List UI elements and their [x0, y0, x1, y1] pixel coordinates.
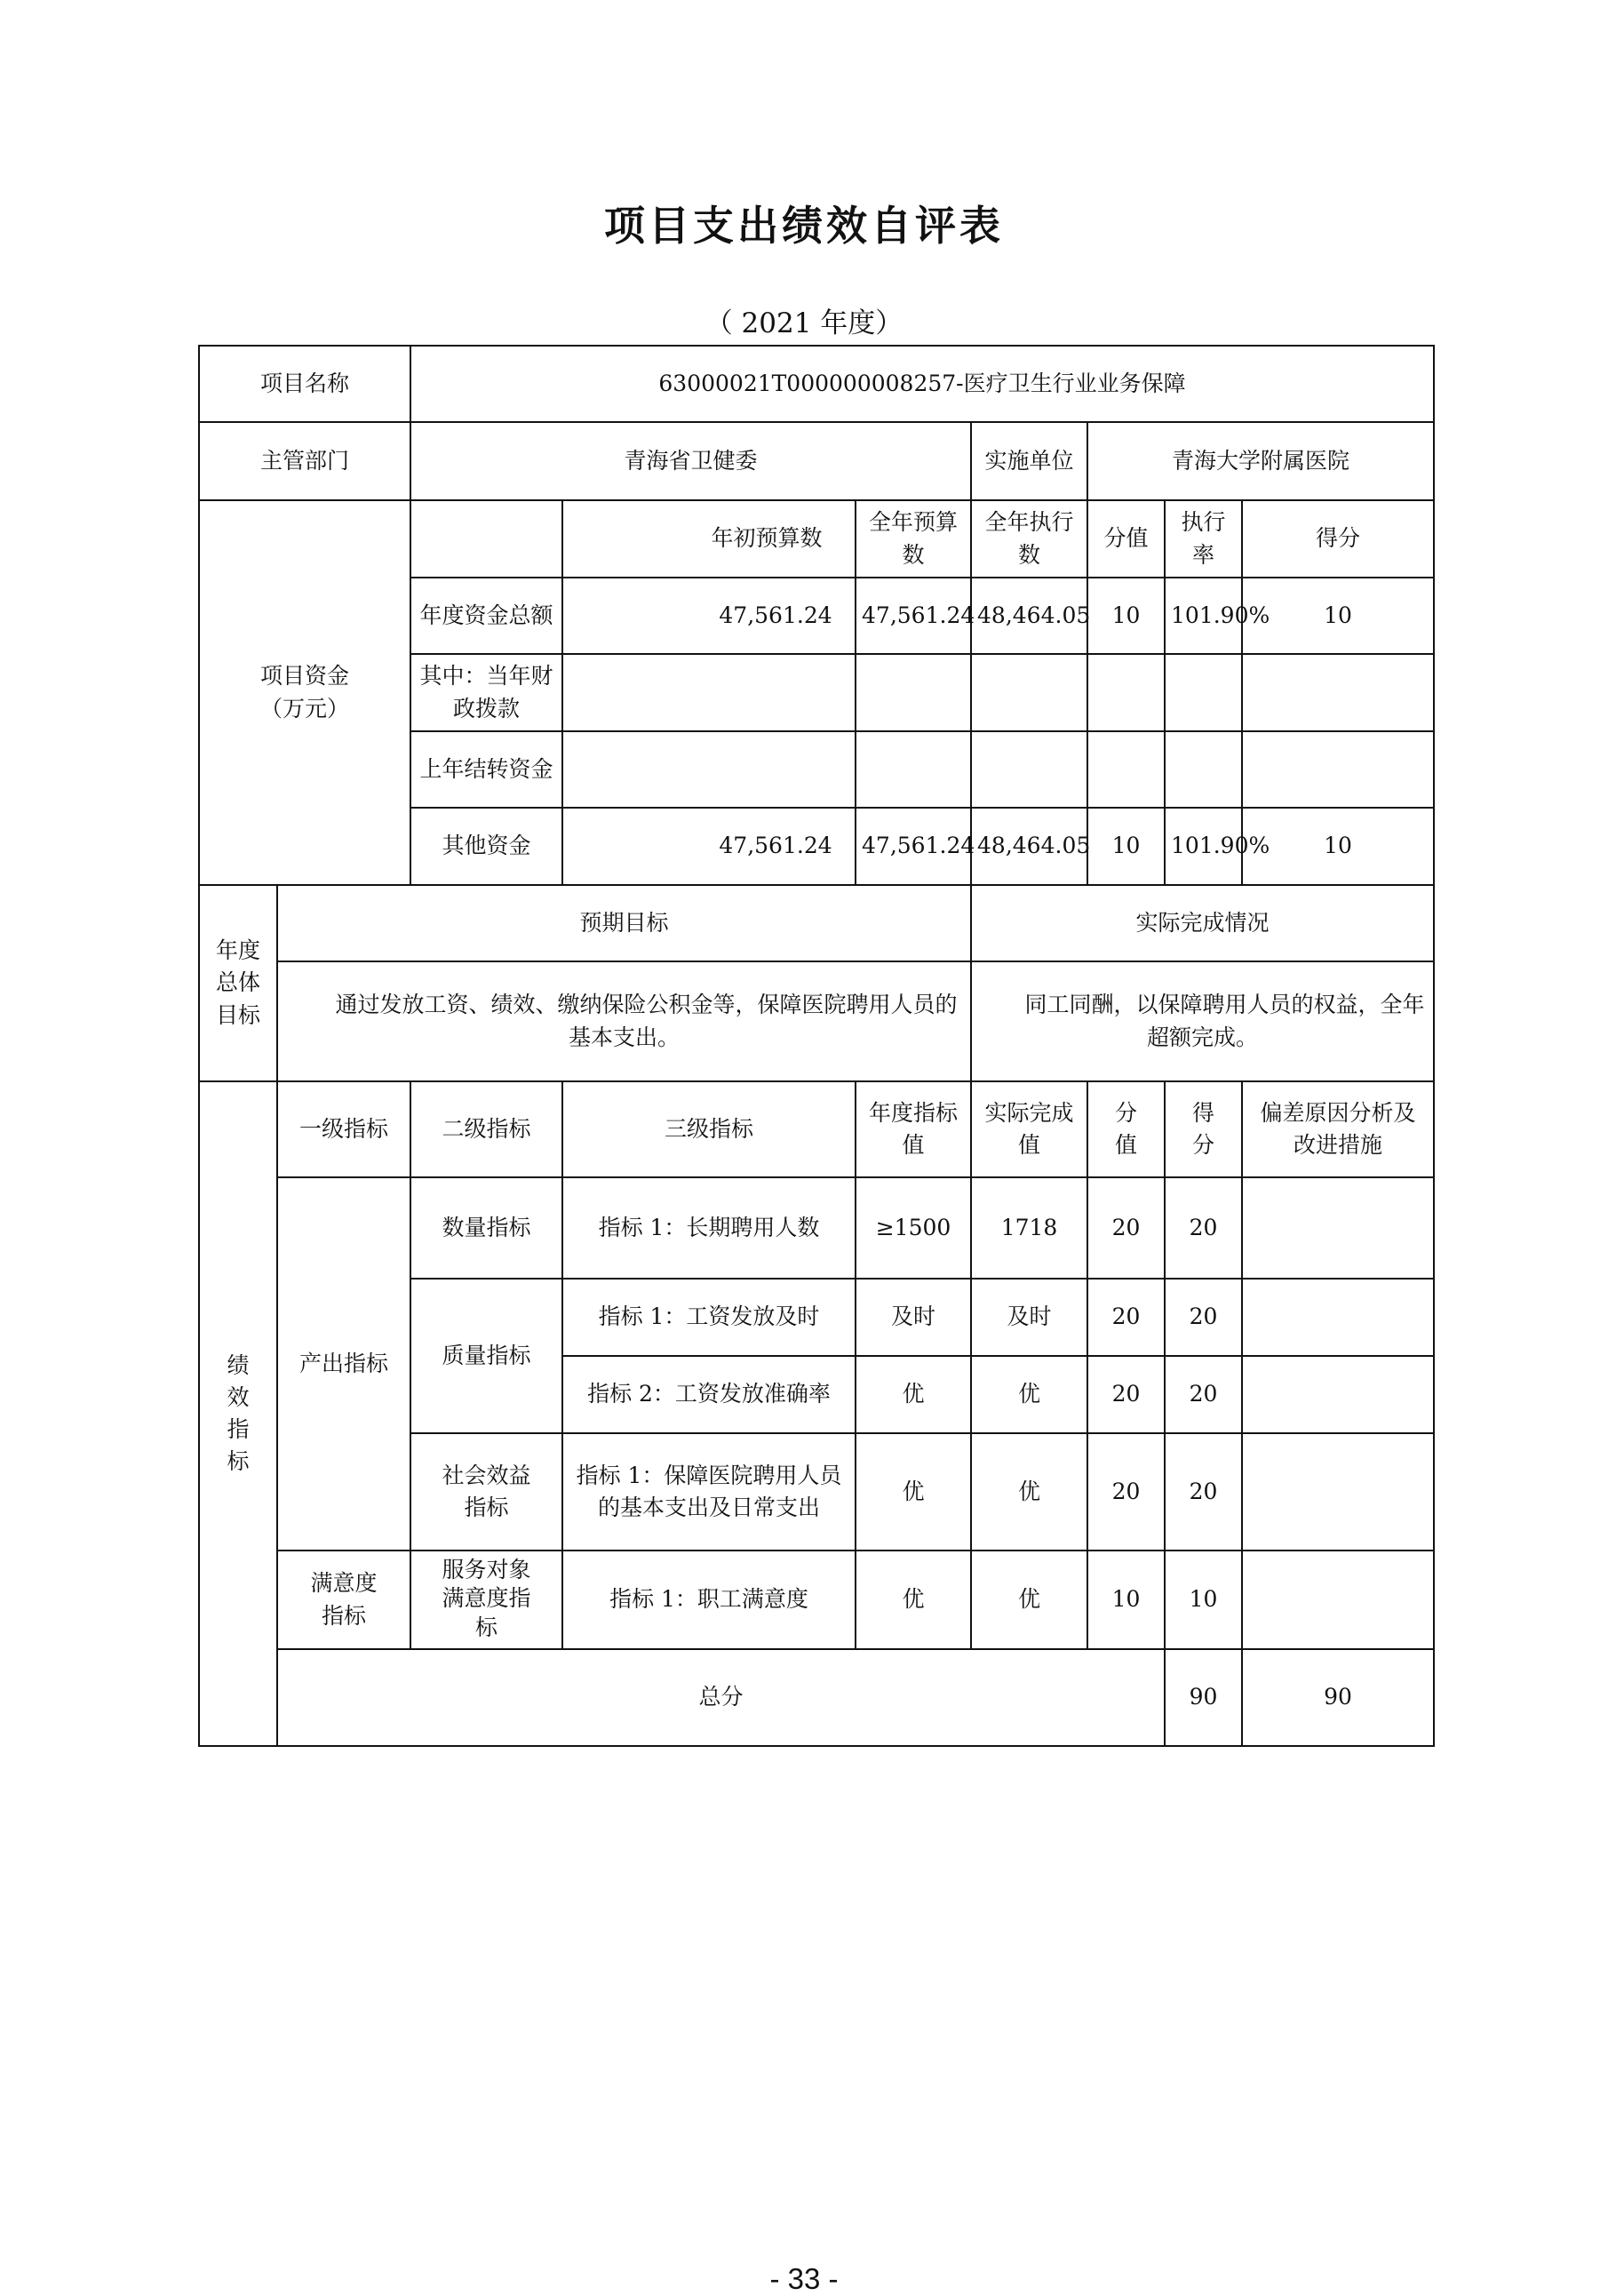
- level1-satisfaction-text: 满意度指标: [310, 1570, 378, 1629]
- funds-cell-score: [1242, 731, 1434, 808]
- funds-header-blank: [410, 500, 562, 578]
- funds-cell-rate: [1165, 654, 1242, 731]
- funds-header-full: 全年预算数: [856, 500, 971, 578]
- level2-social: [410, 1433, 562, 1551]
- funds-header-value: 分值: [1087, 500, 1165, 578]
- note-cell: [1242, 1551, 1434, 1649]
- funds-header-begin: 年初预算数: [711, 525, 823, 552]
- level2-service-text: 服务对象满意度指标: [442, 1556, 531, 1640]
- level3-cell: 指标 2：工资发放准确率: [562, 1356, 856, 1433]
- indicator-row: [199, 1177, 1434, 1279]
- header-level1: 一级指标: [277, 1081, 410, 1177]
- dept-value: 青海省卫健委: [410, 422, 971, 500]
- funds-header-score: 得分: [1242, 500, 1434, 578]
- target-cell: ≥1500: [856, 1177, 971, 1279]
- actual-cell: 优: [971, 1551, 1087, 1649]
- actual-cell: 优: [971, 1356, 1087, 1433]
- score-cell: 20: [1165, 1356, 1242, 1433]
- funds-row-cell: [562, 731, 856, 808]
- level2-quantity: 数量指标: [410, 1177, 562, 1279]
- level2-quality: 质量指标: [410, 1279, 562, 1433]
- level1-satisfaction: [277, 1551, 410, 1649]
- goal-label-text: 年度总体目标: [215, 937, 260, 1028]
- actual-goal-label: 实际完成情况: [971, 885, 1434, 961]
- level3-cell: 指标 1：保障医院聘用人员的基本支出及日常支出: [562, 1433, 856, 1551]
- score-value-cell: 20: [1087, 1279, 1165, 1356]
- funds-cell-full: [856, 731, 971, 808]
- funds-cell-full: 47,561.24: [856, 578, 971, 654]
- self-evaluation-table: [198, 345, 1435, 1747]
- header-target: [856, 1081, 971, 1177]
- funds-cell-exec: 48,464.05: [971, 578, 1087, 654]
- score-cell: 20: [1165, 1177, 1242, 1279]
- funds-header-cell: [562, 500, 856, 578]
- funds-cell-rate: 101.90%: [1165, 808, 1242, 885]
- year-label: （ 2021 年度）: [704, 307, 904, 339]
- project-name-row: [199, 346, 1434, 422]
- actual-cell: 及时: [971, 1279, 1087, 1356]
- note-cell: [1242, 1177, 1434, 1279]
- expected-goal-label: 预期目标: [277, 885, 971, 961]
- total-value: 90: [1165, 1649, 1242, 1746]
- funds-row-label: 其中：当年财政拨款: [410, 654, 562, 731]
- score-value-cell: 20: [1087, 1433, 1165, 1551]
- score-cell: 10: [1165, 1551, 1242, 1649]
- score-cell: 20: [1165, 1279, 1242, 1356]
- expected-goal-text: 通过发放工资、绩效、缴纳保险公积金等，保障医院聘用人员的基本支出。: [277, 961, 971, 1081]
- header-score-value: [1087, 1081, 1165, 1177]
- header-note: [1242, 1081, 1434, 1177]
- target-cell: 优: [856, 1433, 971, 1551]
- unit-label: 实施单位: [971, 422, 1087, 500]
- target-cell: 及时: [856, 1279, 971, 1356]
- indicators-label-text: 绩效指标: [227, 1351, 250, 1475]
- funds-row-cell: [562, 578, 856, 654]
- funds-cell-value: 10: [1087, 578, 1165, 654]
- header-score-value-text: 分值: [1115, 1099, 1138, 1158]
- note-cell: [1242, 1356, 1434, 1433]
- indicators-label: [199, 1081, 277, 1746]
- funds-cell-full: 47,561.24: [856, 808, 971, 885]
- total-row: [199, 1649, 1434, 1746]
- funds-label: [199, 500, 410, 885]
- funds-row-label: 上年结转资金: [410, 731, 562, 808]
- dept-row: [199, 422, 1434, 500]
- funds-row-label: 年度资金总额: [410, 578, 562, 654]
- actual-cell: 1718: [971, 1177, 1087, 1279]
- indicator-row: [199, 1551, 1434, 1649]
- page-number: - 33 -: [769, 2262, 839, 2295]
- funds-header-exec: 全年执行数: [971, 500, 1087, 578]
- header-level3: 三级指标: [562, 1081, 856, 1177]
- indicators-header-row: [199, 1081, 1434, 1177]
- funds-cell-score: 10: [1242, 808, 1434, 885]
- target-cell: 优: [856, 1356, 971, 1433]
- actual-goal-text: 同工同酬，以保障聘用人员的权益，全年超额完成。: [971, 961, 1434, 1081]
- level3-cell: 指标 1：长期聘用人数: [562, 1177, 856, 1279]
- goal-header-row: [199, 885, 1434, 961]
- funds-row-cell: [562, 808, 856, 885]
- funds-cell-value: [1087, 731, 1165, 808]
- funds-row-label: 其他资金: [410, 808, 562, 885]
- funds-cell-score: [1242, 654, 1434, 731]
- header-target-text: 年度指标值: [869, 1099, 959, 1158]
- score-value-cell: 10: [1087, 1551, 1165, 1649]
- funds-cell-value: [1087, 654, 1165, 731]
- funds-cell-begin: 47,561.24: [719, 833, 832, 859]
- funds-cell-score: 10: [1242, 578, 1434, 654]
- note-cell: [1242, 1433, 1434, 1551]
- funds-header-rate: 执行率: [1165, 500, 1242, 578]
- funds-row-cell: [562, 654, 856, 731]
- funds-cell-begin: 47,561.24: [719, 602, 832, 628]
- unit-value: 青海大学附属医院: [1087, 422, 1434, 500]
- header-level2: 二级指标: [410, 1081, 562, 1177]
- header-actual: [971, 1081, 1087, 1177]
- funds-cell-rate: 101.90%: [1165, 578, 1242, 654]
- score-value-cell: 20: [1087, 1356, 1165, 1433]
- header-note-text: 偏差原因分析及改进措施: [1260, 1099, 1416, 1158]
- funds-label-text: 项目资金（万元）: [259, 663, 349, 721]
- funds-cell-exec: [971, 654, 1087, 731]
- funds-cell-value: 10: [1087, 808, 1165, 885]
- header-actual-text: 实际完成值: [984, 1099, 1074, 1158]
- level3-cell: 指标 1：工资发放及时: [562, 1279, 856, 1356]
- project-name-label: 项目名称: [199, 346, 410, 422]
- level1-output: 产出指标: [277, 1177, 410, 1551]
- funds-cell-full: [856, 654, 971, 731]
- header-score: [1165, 1081, 1242, 1177]
- score-cell: 20: [1165, 1433, 1242, 1551]
- level2-service: [410, 1551, 562, 1649]
- funds-cell-exec: [971, 731, 1087, 808]
- target-cell: 优: [856, 1551, 971, 1649]
- goal-content-row: [199, 961, 1434, 1081]
- funds-cell-rate: [1165, 731, 1242, 808]
- total-label: 总分: [277, 1649, 1165, 1746]
- funds-header-row: [199, 500, 1434, 578]
- page-title: 项目支出绩效自评表: [604, 202, 1004, 250]
- actual-cell: 优: [971, 1433, 1087, 1551]
- dept-label: 主管部门: [199, 422, 410, 500]
- score-value-cell: 20: [1087, 1177, 1165, 1279]
- level2-social-text: 社会效益指标: [442, 1462, 531, 1520]
- goal-label: [199, 885, 277, 1081]
- level3-cell: 指标 1：职工满意度: [562, 1551, 856, 1649]
- funds-cell-exec: 48,464.05: [971, 808, 1087, 885]
- project-name: 63000021T000000008257-医疗卫生行业业务保障: [410, 346, 1434, 422]
- total-score: 90: [1242, 1649, 1434, 1746]
- header-score-text: 得分: [1192, 1099, 1215, 1158]
- note-cell: [1242, 1279, 1434, 1356]
